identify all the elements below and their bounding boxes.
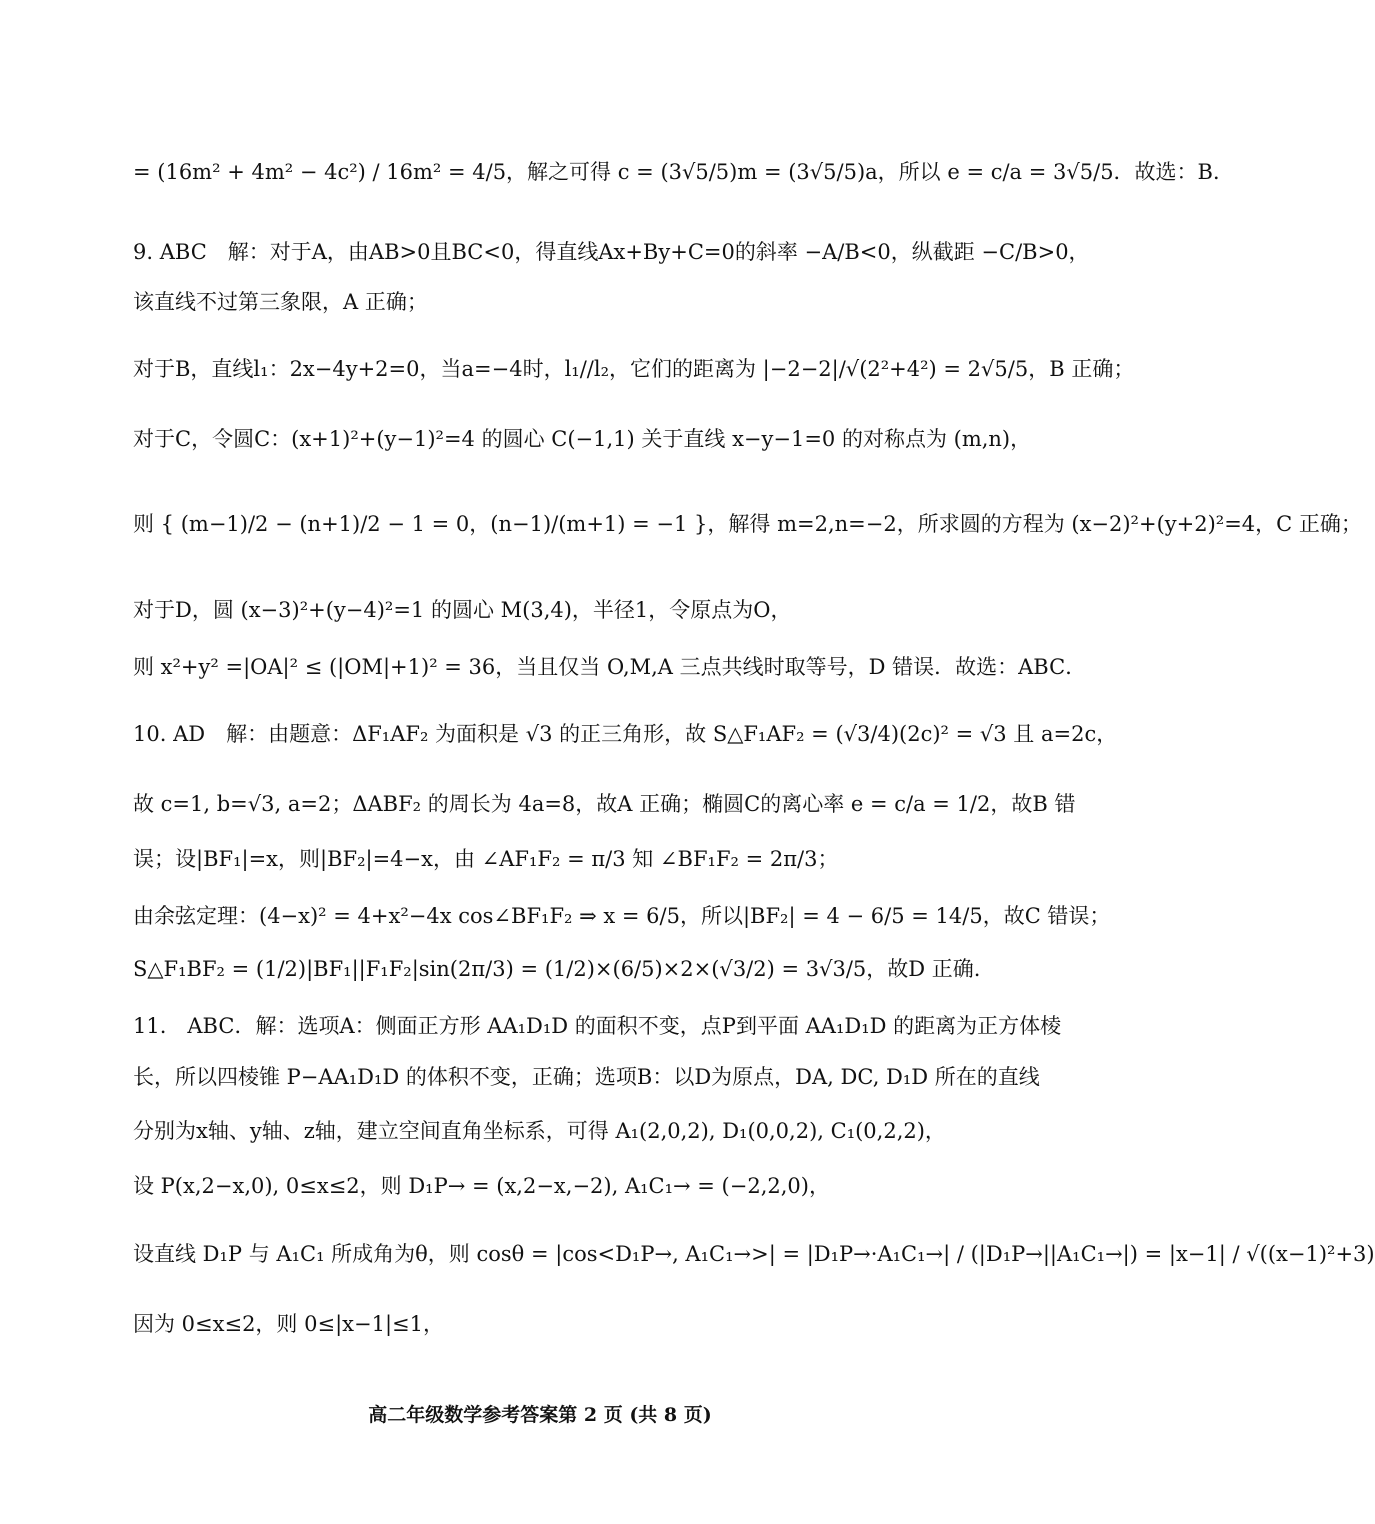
line-18: 设直线 D₁P 与 A₁C₁ 所成角为θ，则 cosθ = |cos<D₁P→, A₁C₁→>| = |D₁P→·A₁C₁→| / (|D₁P→||A₁C₁→|) = |x−1| / √((x−1)²+3) bbox=[133, 1242, 1375, 1266]
line-12: 由余弦定理：(4−x)² = 4+x²−4x cos∠BF₁F₂ ⇒ x = 6/5，所以|BF₂| = 4 − 6/5 = 14/5，故C 错误； bbox=[133, 904, 1111, 928]
line-11: 误；设|BF₁|=x，则|BF₂|=4−x，由 ∠AF₁F₂ = π/3 知 ∠BF₁F₂ = 2π/3； bbox=[133, 847, 839, 871]
line-16: 分别为x轴、y轴、z轴，建立空间直角坐标系，可得 A₁(2,0,2), D₁(0,0,2), C₁(0,2,2)， bbox=[133, 1119, 946, 1143]
line-15: 长，所以四棱锥 P−AA₁D₁D 的体积不变，正确；选项B：以D为原点，DA, DC, D₁D 所在的直线 bbox=[133, 1065, 1040, 1089]
line-5: 对于C，令圆C：(x+1)²+(y−1)²=4 的圆心 C(−1,1) 关于直线 x−y−1=0 的对称点为 (m,n)， bbox=[133, 427, 1032, 451]
line-8: 则 x²+y² =|OA|² ≤ (|OM|+1)² = 36，当且仅当 O,M,A 三点共线时取等号，D 错误．故选：ABC． bbox=[133, 655, 1087, 679]
line-6: 则 { (m−1)/2 − (n+1)/2 − 1 = 0，(n−1)/(m+1) = −1 }，解得 m=2,n=−2，所求圆的方程为 (x−2)²+(y+2)²=4，C 正确； bbox=[133, 512, 1362, 536]
page-footer: 高二年级数学参考答案第 2 页 (共 8 页) bbox=[368, 1404, 712, 1426]
line-7: 对于D，圆 (x−3)²+(y−4)²=1 的圆心 M(3,4)，半径1，令原点为O， bbox=[133, 598, 792, 622]
line-2: 9. ABC 解：对于A，由AB>0且BC<0，得直线Ax+By+C=0的斜率 −A/B<0，纵截距 −C/B>0， bbox=[133, 240, 1090, 264]
line-1: = (16m² + 4m² − 4c²) / 16m² = 4/5，解之可得 c = (3√5/5)m = (3√5/5)a，所以 e = c/a = 3√5/5．故选：B． bbox=[133, 160, 1234, 184]
line-13: S△F₁BF₂ = (1/2)|BF₁||F₁F₂|sin(2π/3) = (1/2)×(6/5)×2×(√3/2) = 3√3/5，故D 正确. bbox=[133, 957, 981, 981]
line-14: 11. ABC．解：选项A：侧面正方形 AA₁D₁D 的面积不变，点P到平面 AA₁D₁D 的距离为正方体棱 bbox=[133, 1014, 1062, 1038]
line-10: 故 c=1, b=√3, a=2；ΔABF₂ 的周长为 4a=8，故A 正确；椭圆C的离心率 e = c/a = 1/2，故B 错 bbox=[133, 792, 1076, 816]
line-9: 10. AD 解：由题意：ΔF₁AF₂ 为面积是 √3 的正三角形，故 S△F₁AF₂ = (√3/4)(2c)² = √3 且 a=2c， bbox=[133, 722, 1118, 746]
line-17: 设 P(x,2−x,0), 0≤x≤2，则 D₁P→ = (x,2−x,−2), A₁C₁→ = (−2,2,0)， bbox=[133, 1174, 830, 1198]
line-19: 因为 0≤x≤2，则 0≤|x−1|≤1， bbox=[133, 1312, 444, 1336]
line-4: 对于B，直线l₁：2x−4y+2=0，当a=−4时，l₁//l₂，它们的距离为 |−2−2|/√(2²+4²) = 2√5/5，B 正确； bbox=[133, 357, 1135, 381]
line-3: 该直线不过第三象限，A 正确； bbox=[133, 290, 428, 314]
